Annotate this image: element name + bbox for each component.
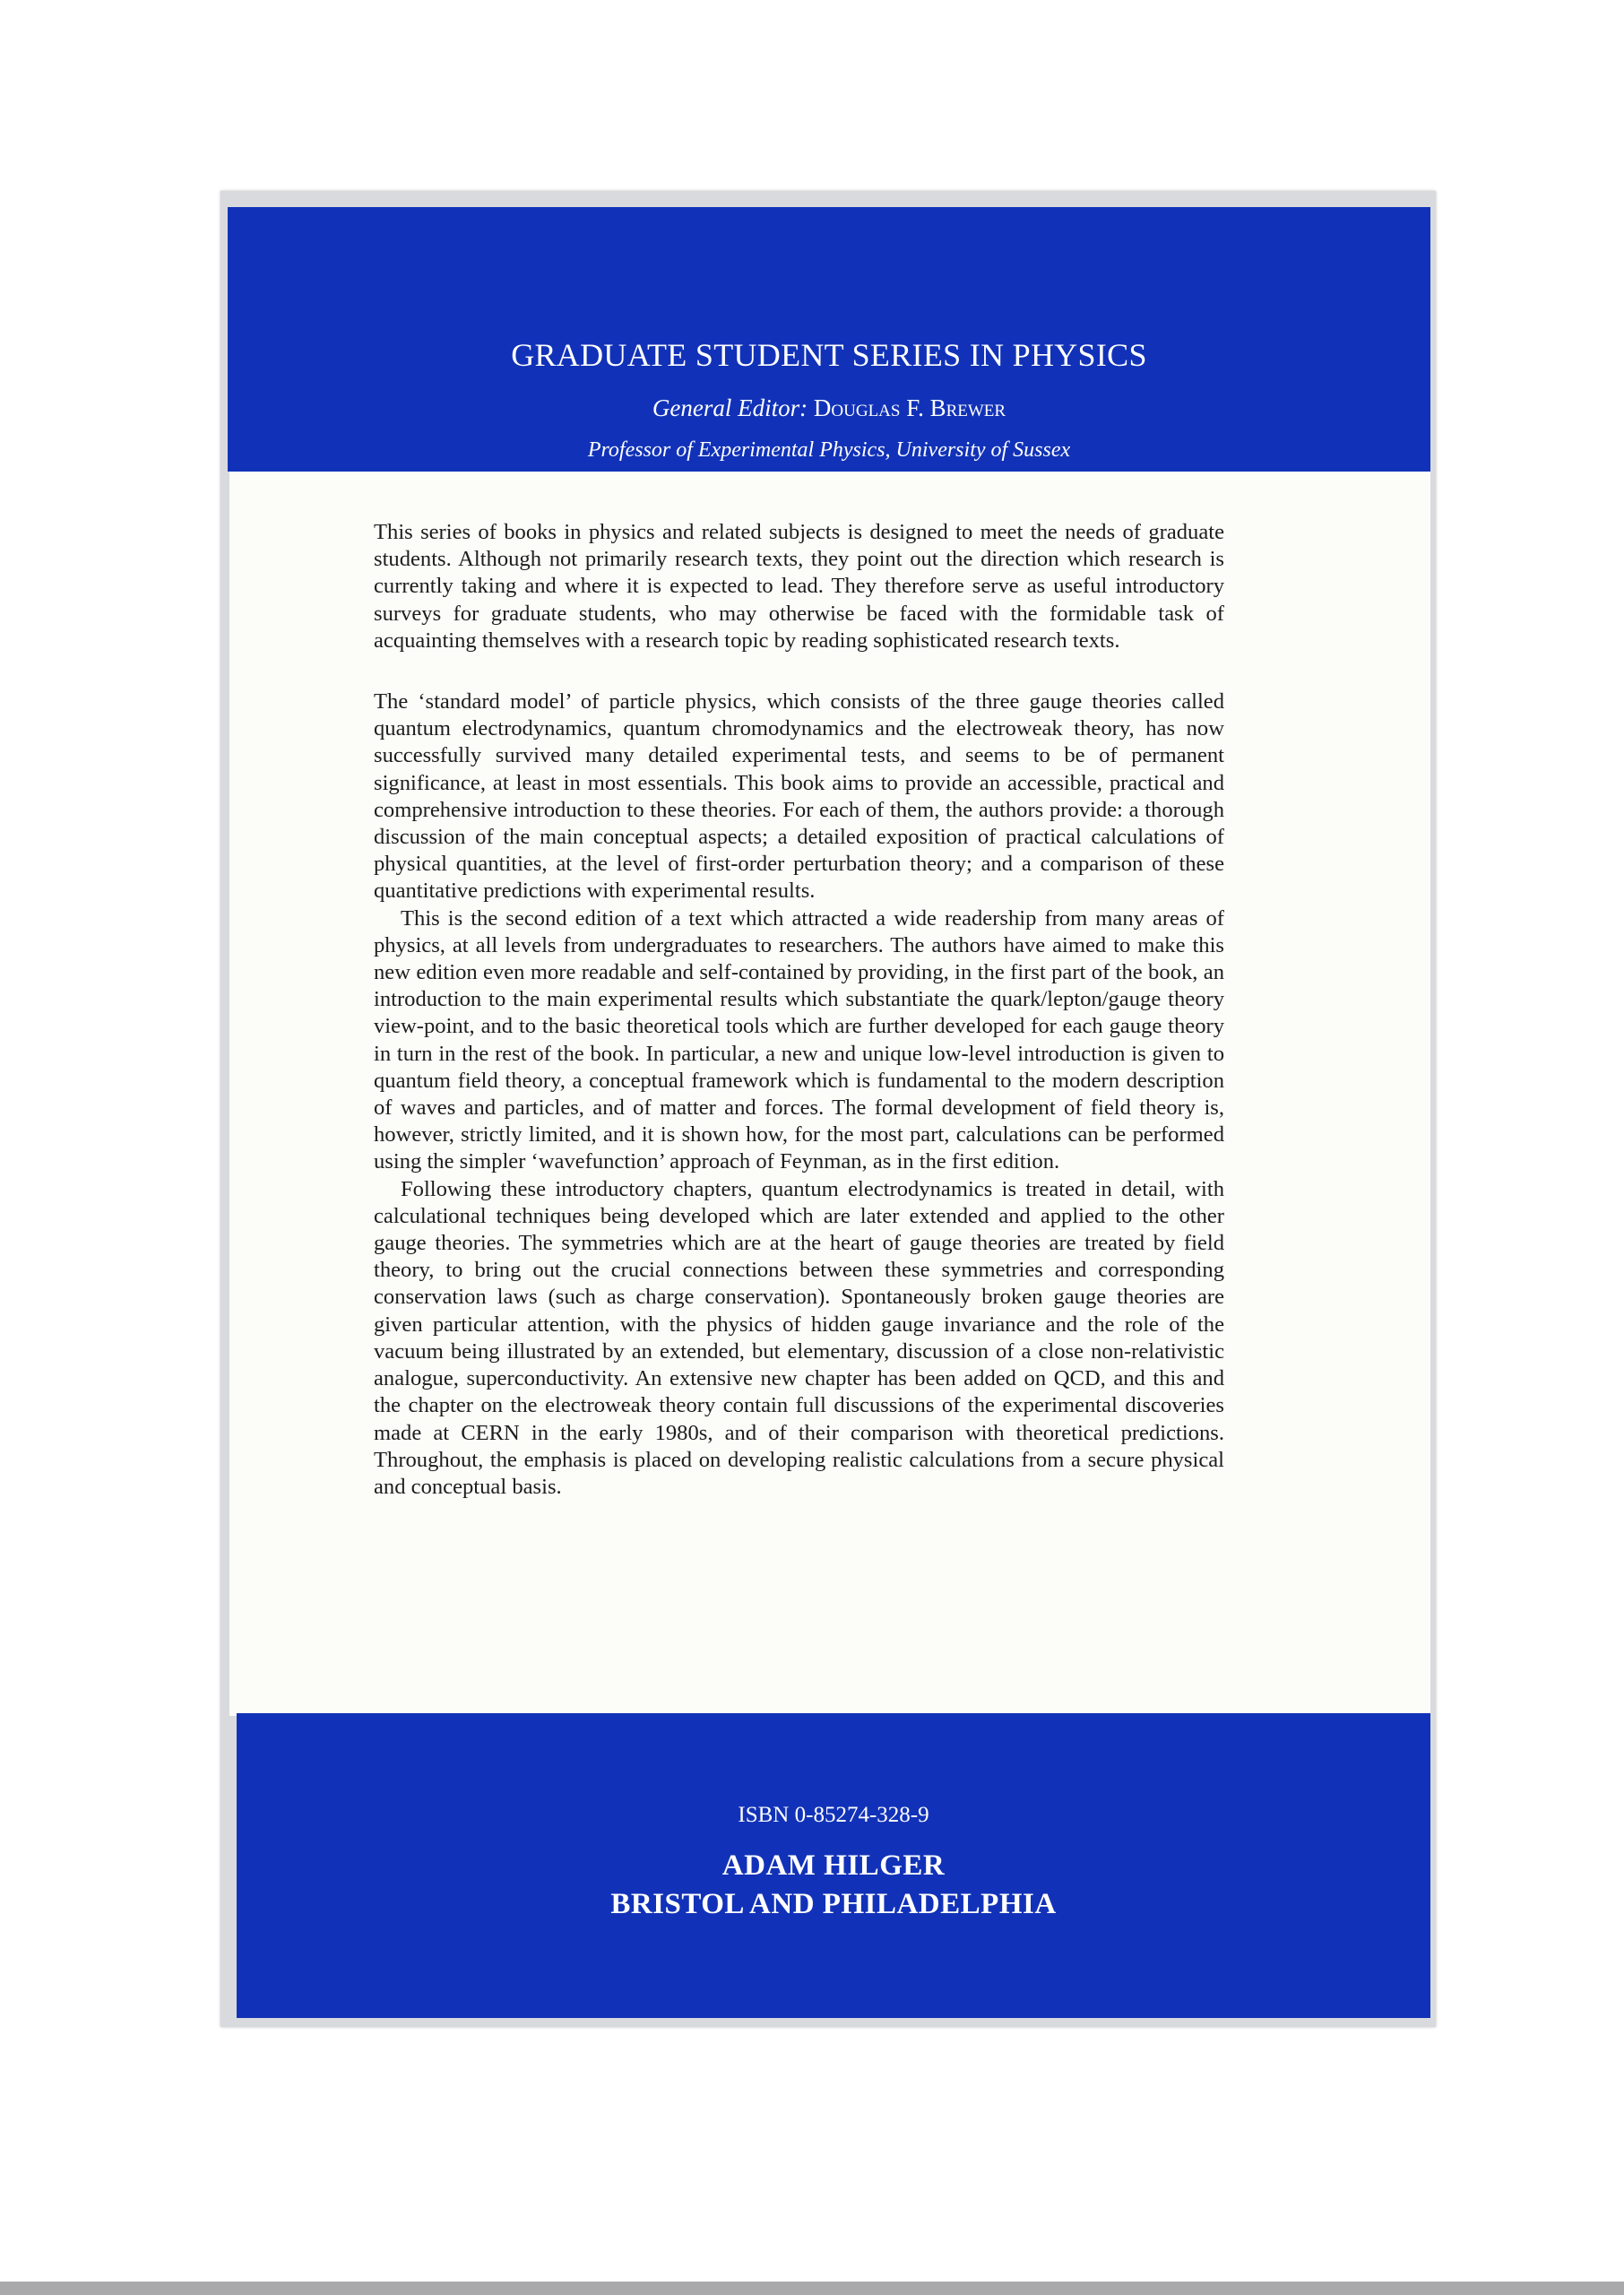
series-description: This series of books in physics and related subjects is designed to meet the needs of graduate students. Although not primarily research texts, they point out the direction which research is currently taking and where it is expected to lead. They therefore serve as useful introductory surveys for graduate students, who may otherwise be faced with the formidable task of acquainting themselves with a research topic by reading sophisticated research texts.	[374, 520, 1224, 653]
publisher-place: BRISTOL AND PHILADELPHIA	[610, 1888, 1057, 1920]
text-panel	[229, 472, 1430, 1716]
body-text	[374, 519, 1224, 1501]
publisher-name: ADAM HILGER	[721, 1849, 946, 1882]
footer-band	[237, 1713, 1430, 2018]
header-band	[228, 207, 1430, 472]
general-editor-name: Douglas F. Brewer	[813, 394, 1006, 421]
scan-edge	[0, 2282, 1624, 2295]
blurb-paragraph-1: The ‘standard model’ of particle physics, which consists of the three gauge theories called quantum electrodynamics, quantum chromodynamics and the electroweak theory, has now successfully survived many detailed experimental tests, and seems to be of permanent significance, at least in most essentials. This book aims to provide an accessible, practical and comprehensive introduction to these theories. For each of them, the authors provide: a thorough discussion of the main conceptual aspects; a detailed exposition of practical calculations of physical quantities, at the level of first-order perturbation theory; and a comparison of these quantitative predictions with experimental results.	[374, 689, 1224, 904]
series-title: GRADUATE STUDENT SERIES IN PHYSICS	[511, 337, 1147, 373]
blurb-paragraph-3: Following these introductory chapters, quantum electrodynamics is treated in detail, with calculational techniques being developed which are later extended and applied to the other gauge theories. The symmetries which are at the heart of gauge theories are treated by field theory, to bring out the crucial connections between these symmetries and corresponding conservation laws (such as charge conservation). Spontaneously broken gauge theories are given particular attention, with the physics of hidden gauge invariance and the role of the vacuum being illustrated by an extended, but elementary, discussion of a close non-relativistic analogue, superconductivity. An extensive new chapter has been added on QCD, and this and the chapter on the electroweak theory contain full discussions of the experimental discoveries made at CERN in the early 1980s, and of their comparison with theoretical predictions. Throughout, the emphasis is placed on developing realistic calculations from a secure physical and conceptual basis.	[374, 1176, 1224, 1499]
book-back-cover	[220, 191, 1436, 2027]
isbn: ISBN 0-85274-328-9	[738, 1803, 929, 1827]
general-editor-line	[228, 394, 1430, 422]
blurb-paragraph-2: This is the second edition of a text which attracted a wide readership from many areas of physics, at all levels from undergraduates to researchers. The authors have aimed to make this new edition even more readable and self-contained by providing, in the first part of the book, an introduction to the main experimental results which substantiate the quark/lepton/gauge theory view-point, and to the basic theoretical tools which are further developed for each gauge theory in turn in the rest of the book. In particular, a new and unique low-level introduction is given to quantum field theory, a conceptual framework which is fundamental to the modern description of waves and particles, and of matter and forces. The formal development of field theory is, however, strictly limited, and it is shown how, for the most part, calculations can be performed using the simpler ‘wavefunction’ approach of Feynman, as in the first edition.	[374, 905, 1224, 1174]
editor-affiliation: Professor of Experimental Physics, University of Sussex	[587, 438, 1071, 462]
general-editor-label: General Editor:	[652, 394, 808, 421]
